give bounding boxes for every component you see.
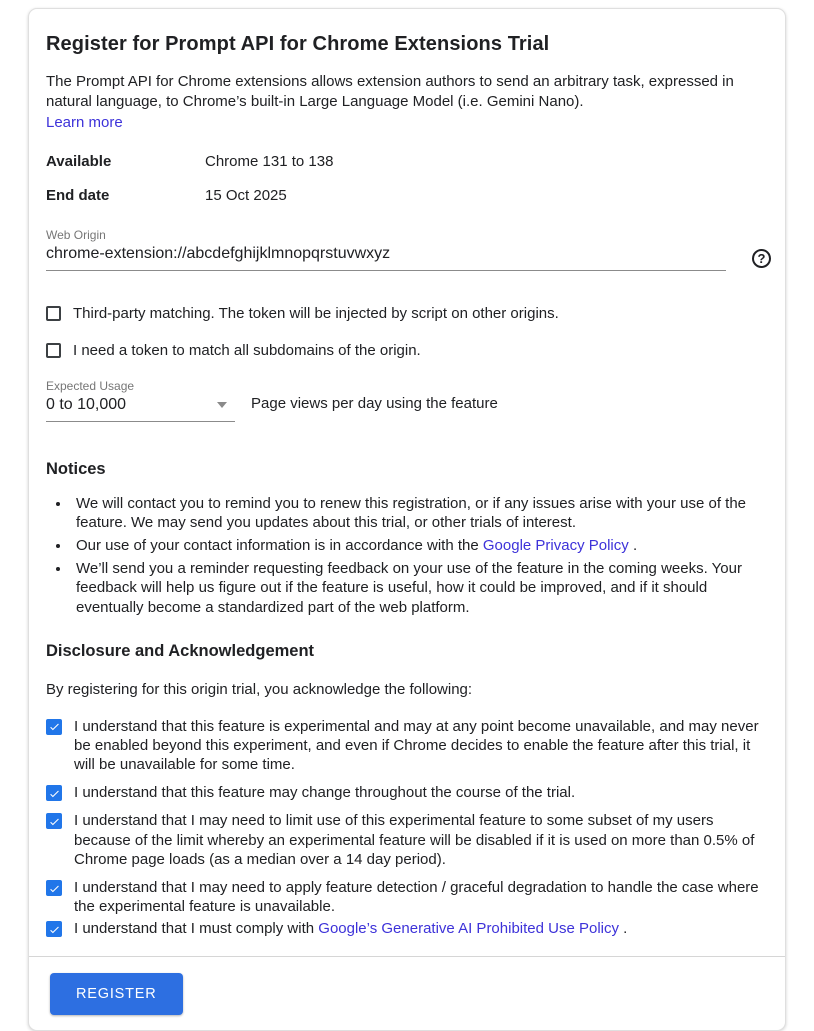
notice-text: We’ll send you a reminder requesting feedback on your use of the feature in the coming weeks. Your feedback will help us figure out if the feature is useful, how it could be improved, and if it should eventually become a standardized part of the web platform. [76, 560, 742, 616]
checkbox-unchecked-icon[interactable] [46, 306, 61, 321]
checkbox-checked-icon[interactable] [46, 880, 62, 896]
web-origin-field [46, 228, 768, 271]
registration-card [28, 8, 786, 1031]
learn-more-link[interactable]: Learn more [46, 113, 123, 131]
ack-label-text: I understand that I must comply with [74, 920, 319, 938]
web-origin-input[interactable] [46, 242, 726, 271]
expected-usage-label: Expected Usage [46, 378, 135, 393]
notice-item [71, 559, 768, 617]
checkbox-checked-icon[interactable] [46, 813, 62, 829]
ack-item-feature-detection[interactable] [46, 878, 768, 916]
checkbox-checked-icon[interactable] [46, 785, 62, 801]
expected-usage-hint: Page views per day using the feature [251, 394, 498, 412]
generative-ai-policy-link[interactable]: Google’s Generative AI Prohibited Use Policy [318, 920, 619, 938]
ack-label: I understand that I may need to limit use of this experimental feature to some subset of my users because of the limit whereby an experimental feature will be disabled if it is used on more than 0.5% of Chrome page loads (as a median over a 14 day period). [74, 812, 755, 868]
ack-label-text: . [619, 920, 628, 938]
notices-heading: Notices [46, 459, 106, 478]
trial-info [46, 153, 768, 204]
notices-list [46, 494, 768, 617]
question-mark-circle-icon[interactable]: ? [752, 249, 771, 268]
end-date-label: End date [46, 186, 110, 204]
third-party-matching-option[interactable] [46, 305, 768, 322]
acknowledgement-list [46, 717, 768, 939]
web-origin-label: Web Origin [46, 227, 106, 242]
option-label: Third-party matching. The token will be injected by script on other origins. [73, 304, 559, 322]
option-label: I need a token to match all subdomains of the origin. [73, 341, 421, 359]
available-value: Chrome 131 to 138 [205, 152, 334, 170]
disclosure-intro: By registering for this origin trial, you acknowledge the following: [46, 680, 473, 698]
google-privacy-policy-link[interactable]: Google Privacy Policy [482, 536, 629, 554]
expected-usage-select[interactable] [46, 379, 235, 422]
checkbox-checked-icon[interactable] [46, 921, 62, 937]
token-options [46, 305, 768, 359]
notice-item [71, 494, 768, 532]
ack-label: I understand that I may need to apply feature detection / graceful degradation to handle the case where the experimental feature is unavailable. [74, 879, 759, 916]
checkbox-unchecked-icon[interactable] [46, 343, 61, 358]
notice-text: . [628, 536, 638, 554]
page-title: Register for Prompt API for Chrome Extensions Trial [46, 33, 550, 55]
match-subdomains-option[interactable] [46, 342, 768, 359]
notice-item [71, 536, 768, 555]
ack-item-limit-usage[interactable] [46, 811, 768, 869]
notice-text: We will contact you to remind you to renew this registration, or if any issues arise with your use of the feature. We may send you updates about this trial, or other trials of interest. [76, 494, 747, 531]
available-label: Available [46, 152, 112, 170]
expected-usage-value: 0 to 10,000 [46, 395, 127, 413]
end-date-row [46, 187, 768, 204]
register-button[interactable]: REGISTER [50, 973, 183, 1015]
ack-item-experimental[interactable] [46, 717, 768, 775]
checkbox-checked-icon[interactable] [46, 719, 62, 735]
ack-item-may-change[interactable] [46, 783, 768, 802]
ack-item-prohibited-use-policy[interactable] [46, 919, 768, 938]
disclosure-heading: Disclosure and Acknowledgement [46, 641, 315, 660]
trial-description: The Prompt API for Chrome extensions allows extension authors to send an arbitrary task, expressed in natural language, to Chrome’s built-in Large Language Model (i.e. Gemini Nano). [46, 73, 734, 110]
ack-label: I understand that this feature is experimental and may at any point become unavailable, and may never be enabled beyond this experiment, and even if Chrome decides to enable the feature after this trial, it will be unavailable for some time. [74, 717, 759, 774]
notice-text: Our use of your contact information is in accordance with the [76, 536, 483, 554]
ack-label [74, 919, 627, 938]
chevron-down-icon [217, 402, 227, 408]
available-row [46, 153, 768, 170]
ack-label: I understand that this feature may change throughout the course of the trial. [74, 784, 576, 802]
expected-usage-row [46, 379, 768, 422]
end-date-value: 15 Oct 2025 [205, 186, 287, 204]
card-footer [29, 956, 785, 1030]
